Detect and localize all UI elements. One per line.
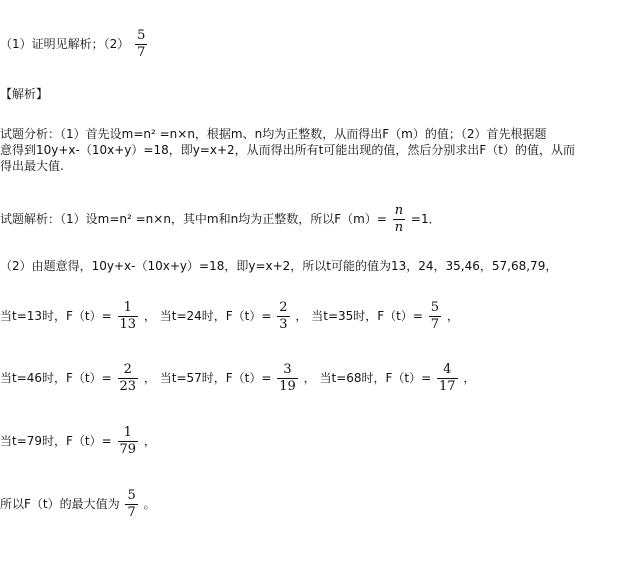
analysis-line-1: 试题分析：（1）首先设m=n² =n×n，根据m、n均为正整数，从而得出F（m）的值；（2）首先根据题 [0,127,547,141]
case-label: 当t=57时，F（t）= [159,371,272,385]
case-label: 当t=68时，F（t）= [319,371,432,385]
case-fraction [118,425,139,458]
fraction-numerator: 2 [279,300,288,315]
fraction-denominator: 17 [439,379,456,394]
case-label: 当t=35时，F（t）= [311,309,423,323]
solution-line-2: （2）由题意得，10y+x-（10x+y）=18，即y=x+2，所以t可能的值为13，24，35,46，57,68,79， [0,259,558,273]
fraction-denominator: n [394,220,404,235]
solution-text: 试题解析：（1）设m=n² =n×n，其中m和n均为正整数，所以F（m）= [0,212,387,226]
fraction-numerator: 2 [123,362,132,377]
fraction-denominator: 7 [137,45,146,60]
fraction-denominator: 19 [279,379,296,394]
solution-fraction [393,203,405,236]
case-fraction [118,300,139,333]
fraction-numerator: 1 [123,425,132,440]
fraction-denominator: 13 [119,317,137,332]
fraction-denominator: 7 [430,317,440,332]
analysis-line-2: 意得到10y+x-（10x+y）=18，即y=x+2，从而得出所有t可能出现的值，然后分别求出F（t）的值，从而 [0,143,575,157]
cases-row-2 [0,362,475,395]
analysis-line-3: 得出最大值. [0,159,64,173]
case-fraction [277,362,298,395]
case-separator: ， [295,309,308,323]
fraction-numerator: 5 [137,28,146,43]
case-fraction [118,362,139,395]
case-label: 当t=24时，F（t）= [159,309,272,323]
fraction-numerator: n [394,203,404,218]
case-separator: ， [446,309,459,323]
case-separator: ， [143,309,156,323]
case-label: 当t=79时，F（t）= [0,434,112,448]
jiexi-heading: 【解析】 [0,87,49,101]
fraction-denominator: 79 [119,442,137,457]
case-separator: ， [143,434,156,448]
case-fraction [429,300,441,333]
case-fraction [437,362,458,395]
case-label: 当t=13时，F（t）= [0,309,112,323]
fraction-numerator: 3 [283,362,292,377]
conclusion-fraction [125,488,137,521]
fraction-numerator: 5 [430,300,440,315]
fraction-denominator: 7 [127,505,136,520]
fraction-numerator: 1 [123,300,132,315]
fraction-numerator: 5 [127,488,136,503]
fraction-denominator: 3 [279,317,288,332]
cases-row-1 [0,300,459,333]
conclusion-suffix: 。 [143,497,156,511]
solution-line-1 [0,203,441,236]
cases-row-3 [0,425,156,458]
case-separator: ， [303,371,316,385]
case-separator: ， [143,371,156,385]
fraction-numerator: 4 [443,362,452,377]
case-label: 当t=46时，F（t）= [0,371,112,385]
conclusion-text: 所以F（t）的最大值为 [0,497,120,511]
answer-fraction [135,28,147,61]
fraction-denominator: 23 [119,379,137,394]
answer-line [0,28,149,61]
case-separator: ， [463,371,476,385]
case-fraction [277,300,289,333]
answer-text: （1）证明见解析；（2） [0,37,130,51]
solution-suffix: =1． [410,212,441,226]
conclusion-line [0,488,156,521]
